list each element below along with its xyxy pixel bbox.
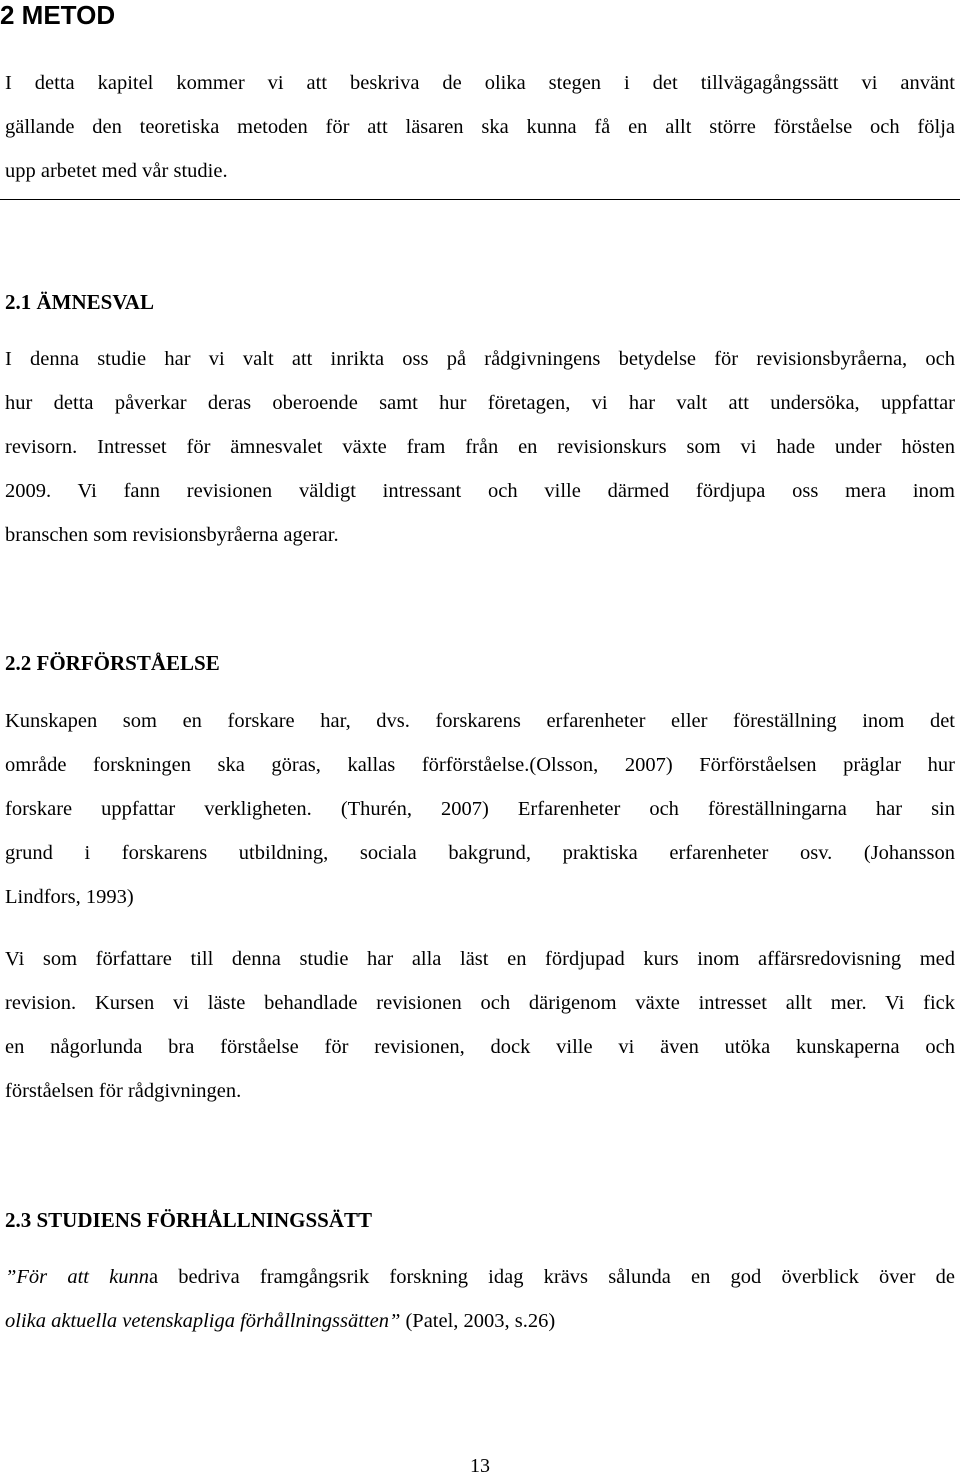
section-heading-2-2: 2.2 FÖRFÖRSTÅELSE xyxy=(5,651,220,675)
section-2-3-quote-paragraph xyxy=(5,1255,955,1343)
text-line: hur detta påverkar deras oberoende samt hur företagen, vi har valt att undersöka, uppfattar xyxy=(5,392,955,414)
text-line: 2009. Vi fann revisionen väldigt intressant och ville därmed fördjupa oss mera inom xyxy=(5,480,955,502)
horizontal-rule xyxy=(0,199,960,200)
section-heading-2-3: 2.3 STUDIENS FÖRHÅLLNINGSSÄTT xyxy=(5,1208,373,1232)
text-line: förståelsen för rådgivningen. xyxy=(5,1080,242,1102)
text-line: Vi som författare till denna studie har alla läst en fördjupad kurs inom affärsredovisning med xyxy=(5,948,955,970)
text-line: en någorlunda bra förståelse för revisionen, dock ville vi även utöka kunskaperna och xyxy=(5,1036,955,1058)
text-line: Lindfors, 1993) xyxy=(5,886,134,908)
text-line: revisorn. Intresset för ämnesvalet växte fram från en revisionskurs som vi hade under hösten xyxy=(5,436,955,458)
citation-text: (Patel, 2003, s.26) xyxy=(400,1310,556,1332)
text-line: I denna studie har vi valt att inrikta oss på rådgivningens betydelse för revisionsbyråerna, och xyxy=(5,348,955,370)
text-line: I detta kapitel kommer vi att beskriva de olika stegen i det tillvägagångssätt vi använt xyxy=(5,72,955,94)
text-line: grund i forskarens utbildning, sociala bakgrund, praktiska erfarenheter osv. (Johansson xyxy=(5,842,955,864)
text-line: branschen som revisionsbyråerna agerar. xyxy=(5,524,339,546)
text-line: forskare uppfattar verkligheten. (Thurén, 2007) Erfarenheter och föreställningarna har sin xyxy=(5,798,955,820)
chapter-intro-paragraph xyxy=(5,61,955,193)
quote-line xyxy=(5,1255,955,1299)
text-line: upp arbetet med vår studie. xyxy=(5,160,228,182)
chapter-title: 2 METOD xyxy=(0,0,116,30)
quote-italic-text: olika aktuella vetenskapliga förhållningssätten” xyxy=(5,1310,401,1332)
section-heading-2-1: 2.1 ÄMNESVAL xyxy=(5,290,154,314)
text-line: gällande den teoretiska metoden för att läsaren ska kunna få en allt större förståelse och följa xyxy=(5,116,955,138)
page-number: 13 xyxy=(470,1455,490,1477)
text-line: område forskningen ska göras, kallas förförståelse.(Olsson, 2007) Förförståelsen präglar hur xyxy=(5,754,955,776)
quote-italic-text: ”För att kunn xyxy=(5,1266,149,1288)
text-line: Kunskapen som en forskare har, dvs. forskarens erfarenheter eller föreställning inom det xyxy=(5,710,955,732)
quote-line xyxy=(5,1299,955,1343)
section-2-2-paragraph-1 xyxy=(5,699,955,919)
text-line: revision. Kursen vi läste behandlade revisionen och därigenom växte intresset allt mer. Vi fick xyxy=(5,992,955,1014)
section-2-2-paragraph-2 xyxy=(5,937,955,1113)
quote-regular-text: a bedriva framgångsrik forskning idag krävs sålunda en god överblick över de xyxy=(149,1266,955,1288)
section-2-1-paragraph xyxy=(5,337,955,557)
